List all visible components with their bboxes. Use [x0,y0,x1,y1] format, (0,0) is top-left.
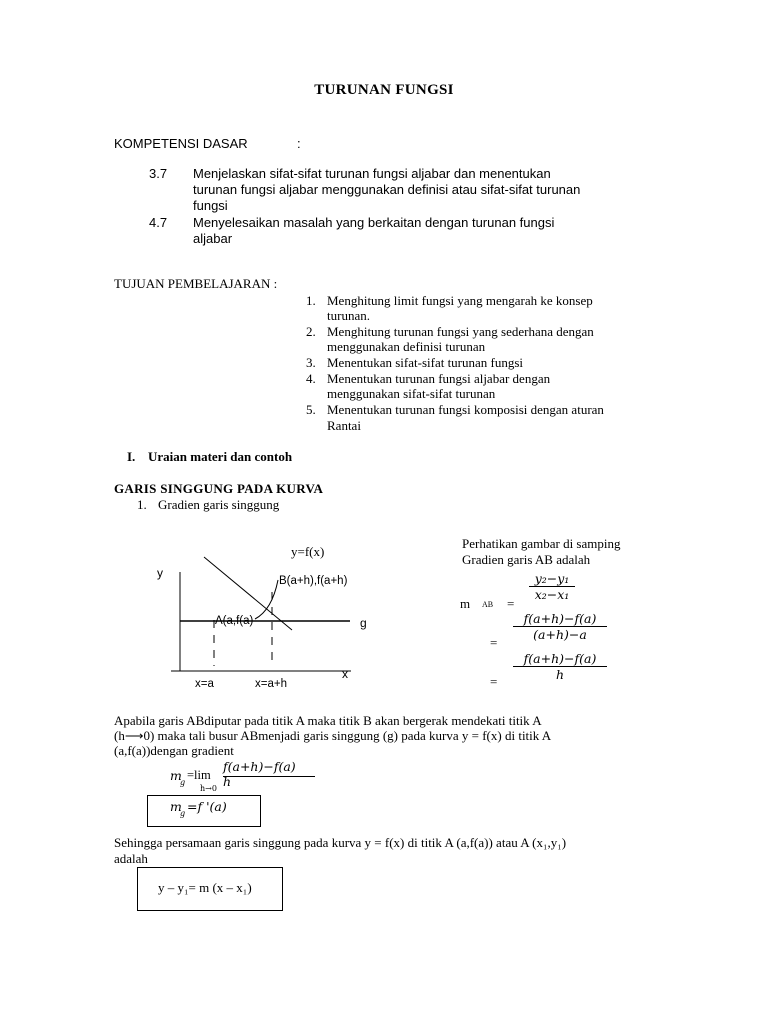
fraction-denominator: (a+h)−a [513,626,607,642]
fraction-numerator: f(a+h)−f(a) [523,651,597,666]
fraction-denominator: x₂−x₁ [529,586,575,602]
section-title: Uraian materi dan contoh [148,449,293,464]
page-title: TURUNAN FUNGSI [314,82,454,98]
graph-func-label: y=f(x) [291,544,325,559]
paragraph-line: (h⟶0) maka tali busur ABmenjadi garis singgung (g) pada kurva y = f(x) di titik A [114,728,552,743]
limit-m: m [170,768,182,783]
fraction-denominator: h [223,774,232,789]
tujuan-item-line: Menghitung limit fungsi yang mengarah ke konsep [327,293,593,308]
m-symbol: m [460,596,471,611]
kd-item-line: turunan fungsi aljabar menggunakan definisi atau sifat-sifat turunan [193,182,581,197]
fraction-numerator: y₂−y₁ [534,571,570,586]
kd-heading: KOMPETENSI DASAR [114,136,248,151]
side-line1: Perhatikan gambar di samping [462,536,621,551]
limit-under: h→0 [200,784,217,793]
tujuan-item-num: 3. [306,355,316,370]
paragraph-line: adalah [114,851,148,866]
tujuan-item-num: 5. [306,402,316,417]
graph-g-label: g [360,616,367,630]
paragraph-line: (a,f(a))dengan gradient [114,743,234,758]
garis-heading: GARIS SINGGUNG PADA KURVA [114,481,324,496]
equals-sign: = [507,596,515,611]
equals-sign: = [490,674,498,689]
graph-xa-label: x=a [195,678,214,690]
paragraph-line: Sehingga persamaan garis singgung pada kurva y = f(x) di titik A (a,f(a)) atau A (x₁,y₁) [114,835,567,850]
fraction-numerator: f(a+h)−f(a) [523,611,597,626]
m-subscript: AB [482,600,494,609]
garis-sub-title: Gradien garis singgung [158,497,280,512]
kd-item-line: Menjelaskan sifat-sifat turunan fungsi aljabar dan menentukan [193,166,551,181]
limit-m-sub: g [180,778,186,787]
section-num: I. [127,449,136,464]
tujuan-item-line: menggunakan definisi turunan [327,339,486,354]
result-rhs: =f '(a) [187,799,227,814]
graph-point-b: B(a+h),f(a+h) [279,575,348,587]
limit-fraction [221,759,317,789]
tujuan-item-line: Menghitung turunan fungsi yang sederhana dengan [327,324,594,339]
equals-sign: = [490,635,498,650]
graph-point-a: A(a,f(a) [215,615,254,627]
fraction-denominator: h [513,666,607,682]
graph-y-label: y [157,566,163,580]
graph-xah-label: x=a+h [255,678,287,690]
fraction-f-over-ah [513,611,607,642]
side-line2: Gradien garis AB adalah [462,552,591,567]
limit-eq: =lim [187,768,211,782]
tujuan-item-num: 2. [306,324,316,339]
result-m: m [170,799,182,814]
tujuan-item-line: turunan. [327,308,370,323]
paragraph-line: Apabila garis ABdiputar pada titik A maka titik B akan bergerak mendekati titik A [114,713,542,728]
kd-item-line: aljabar [193,231,233,246]
final-equation: y – y₁= m (x – x₁) [158,880,252,895]
tujuan-item-line: Menentukan sifat-sifat turunan fungsi [327,355,524,370]
kd-item-num: 4.7 [149,215,168,230]
fraction-y-over-x [529,571,575,602]
result-m-sub: g [180,809,186,818]
tujuan-item-num: 1. [306,293,316,308]
kd-colon: : [297,136,301,151]
tujuan-item-num: 4. [306,371,316,386]
kd-item-line: Menyelesaikan masalah yang berkaitan dengan turunan fungsi [193,215,555,230]
tujuan-item-line: Rantai [327,418,361,433]
tujuan-heading: TUJUAN PEMBELAJARAN : [114,276,278,291]
tujuan-item-line: Menentukan turunan fungsi aljabar dengan [327,371,551,386]
tujuan-item-line: menggunakan sifat-sifat turunan [327,386,496,401]
garis-sub-num: 1. [137,497,147,512]
fraction-numerator: f(a+h)−f(a) [223,759,296,774]
kd-item-line: fungsi [193,198,228,213]
fraction-f-over-h [513,651,607,682]
kd-item-num: 3.7 [149,166,168,181]
graph-x-label: x [342,667,348,681]
fraction-bar [223,776,315,777]
curve [255,580,278,619]
tujuan-item-line: Menentukan turunan fungsi komposisi dengan aturan [327,402,604,417]
